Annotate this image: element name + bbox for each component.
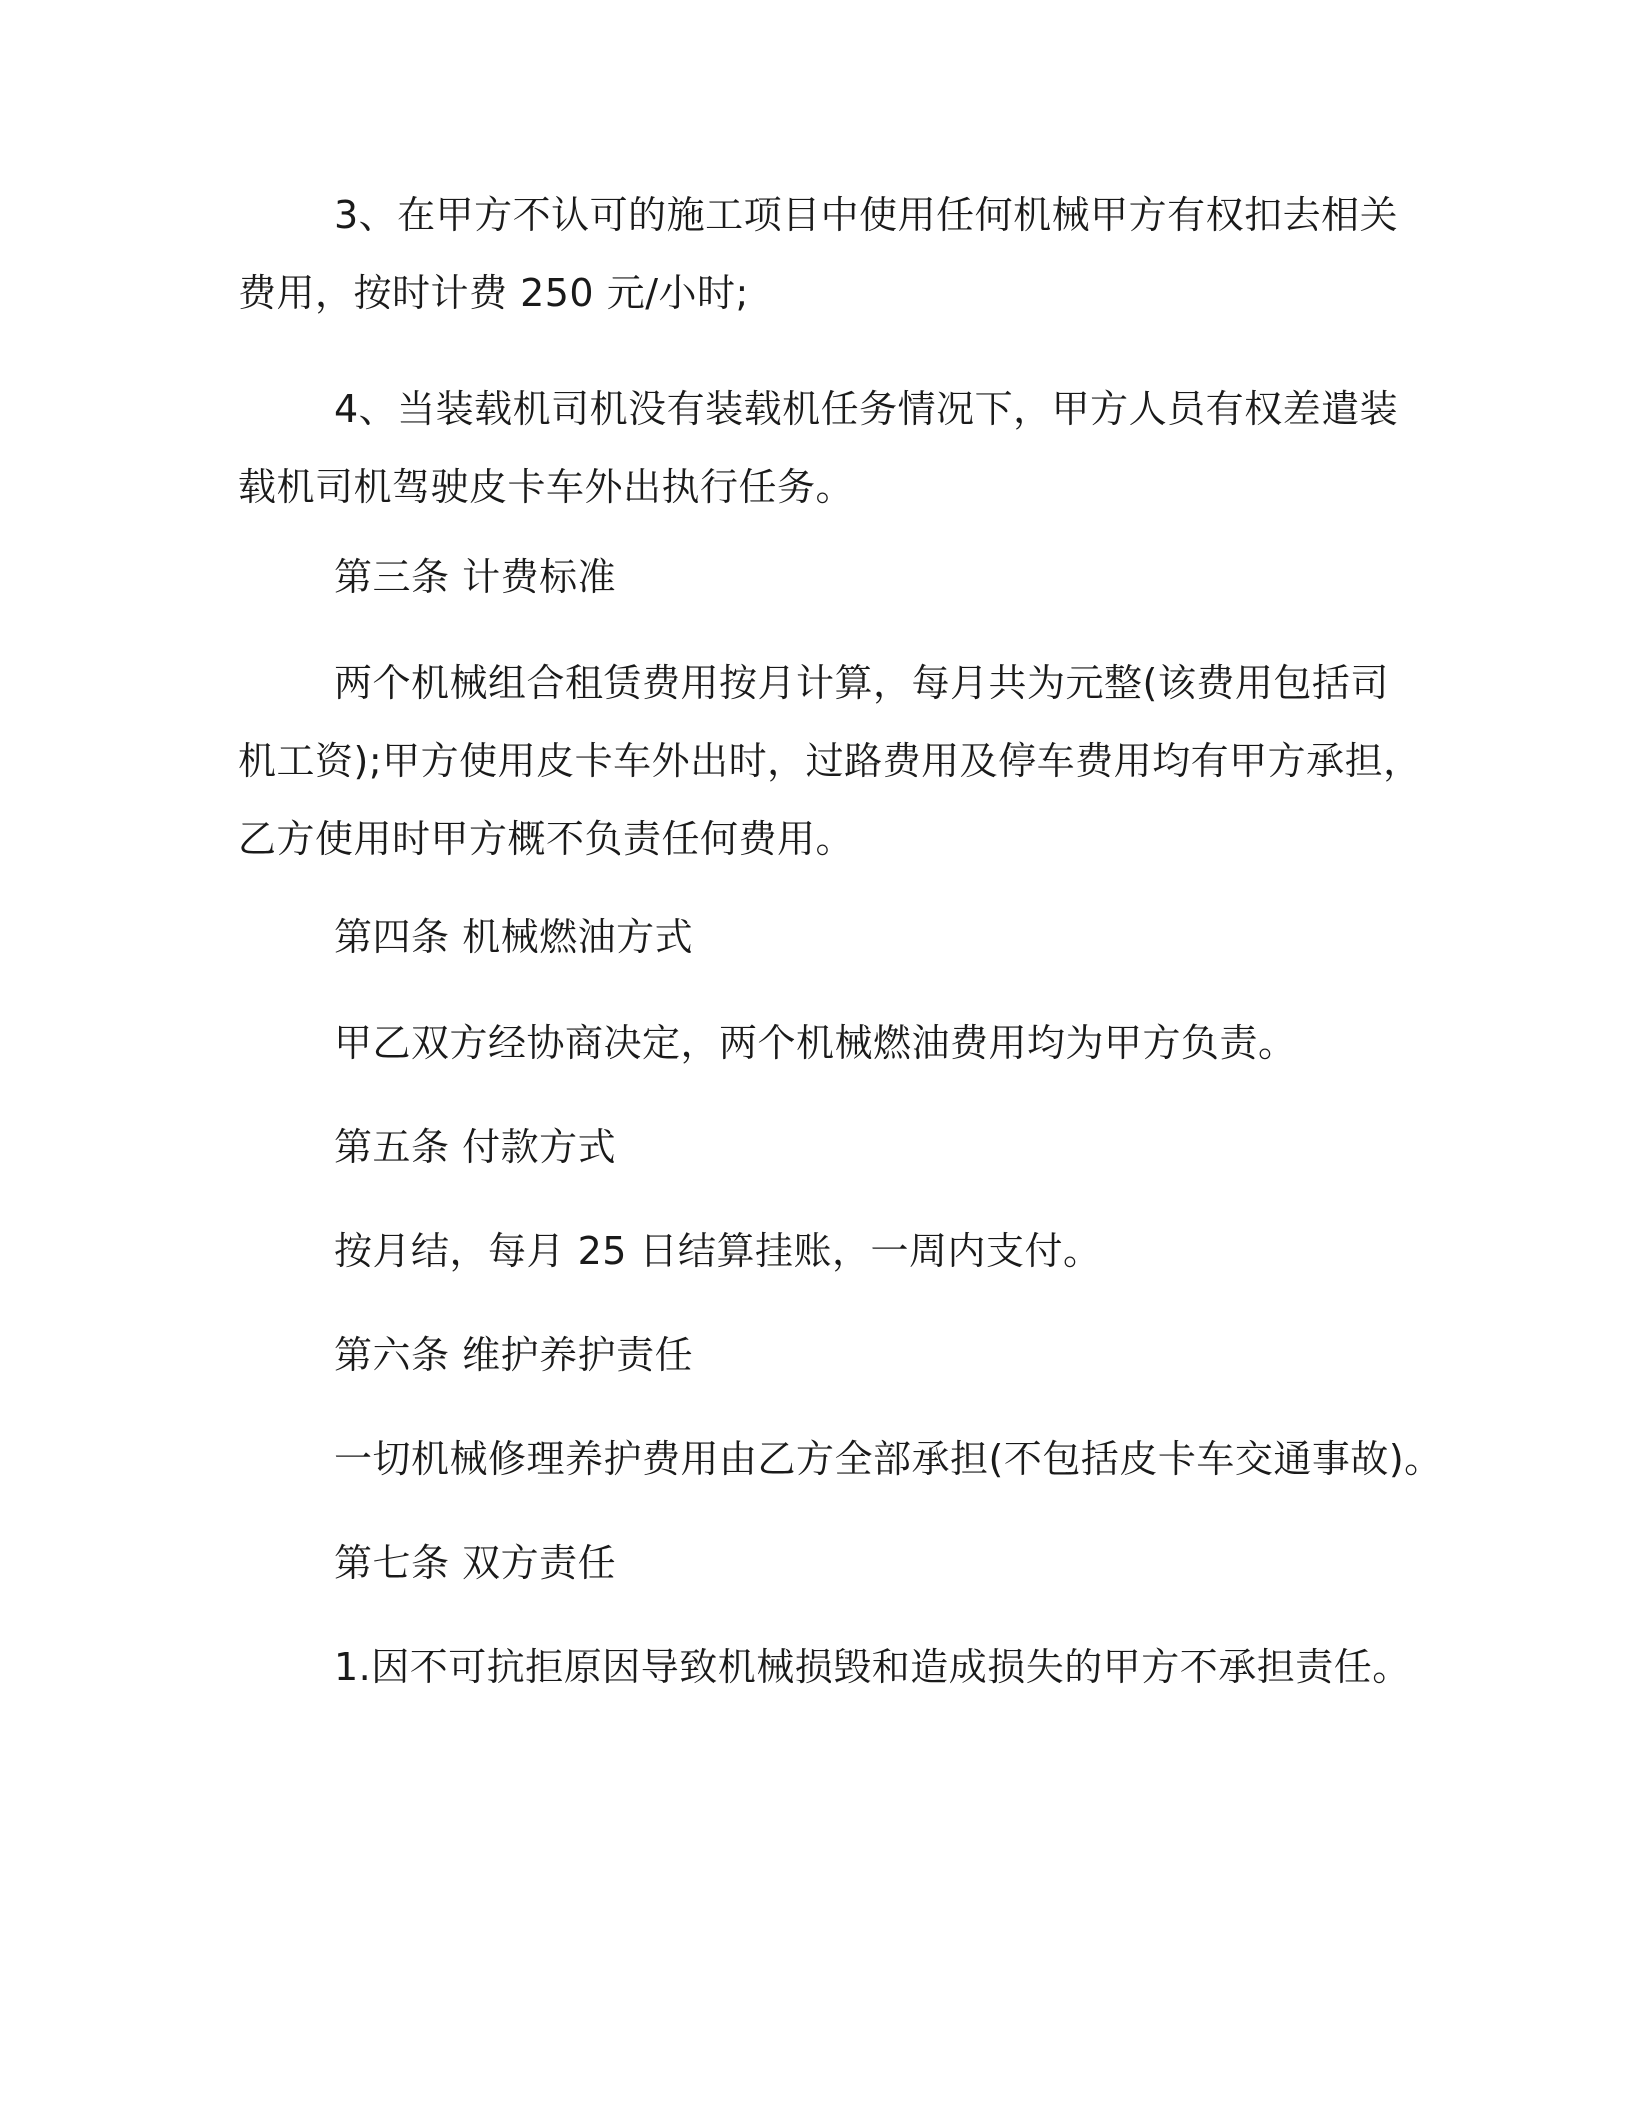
section-heading-5 — [238, 1108, 1378, 1186]
text-line: 机工资);甲方使用皮卡车外出时，过路费用及停车费用均有甲方承担， — [238, 739, 1422, 783]
heading-text: 第四条 机械燃油方式 — [334, 915, 694, 959]
payment-paragraph — [238, 1212, 1378, 1290]
text-line: 两个机械组合租赁费用按月计算，每月共为元整(该费用包括司 — [334, 661, 1389, 705]
billing-paragraph — [238, 644, 1422, 878]
section-heading-7 — [238, 1524, 1378, 1602]
text-line: 费用，按时计费 250 元/小时; — [238, 271, 749, 315]
text-line: 载机司机驾驶皮卡车外出执行任务。 — [238, 465, 855, 509]
text-line: 1.因不可抗拒原因导致机械损毁和造成损失的甲方不承担责任。 — [334, 1645, 1411, 1689]
text-line: 4、当装载机司机没有装载机任务情况下，甲方人员有权差遣装 — [334, 387, 1399, 431]
heading-text: 第七条 双方责任 — [334, 1541, 617, 1585]
text-line: 3、在甲方不认可的施工项目中使用任何机械甲方有权扣去相关 — [334, 193, 1399, 237]
clause-paragraph-4 — [238, 370, 1399, 526]
text-line: 一切机械修理养护费用由乙方全部承担(不包括皮卡车交通事故)。 — [334, 1437, 1443, 1481]
text-line: 甲乙双方经协商决定，两个机械燃油费用均为甲方负责。 — [334, 1021, 1297, 1065]
liability-paragraph — [238, 1628, 1411, 1706]
clause-paragraph-3 — [238, 176, 1399, 332]
maintenance-paragraph — [238, 1420, 1443, 1498]
text-line: 乙方使用时甲方概不负责任何费用。 — [238, 817, 855, 861]
section-heading-4 — [238, 898, 1378, 976]
heading-text: 第六条 维护养护责任 — [334, 1333, 694, 1377]
heading-text: 第五条 付款方式 — [334, 1125, 617, 1169]
text-line: 按月结，每月 25 日结算挂账，一周内支付。 — [334, 1229, 1102, 1273]
heading-text: 第三条 计费标准 — [334, 555, 617, 599]
fuel-paragraph — [238, 1004, 1378, 1082]
section-heading-6 — [238, 1316, 1378, 1394]
section-heading-3 — [238, 538, 1378, 616]
